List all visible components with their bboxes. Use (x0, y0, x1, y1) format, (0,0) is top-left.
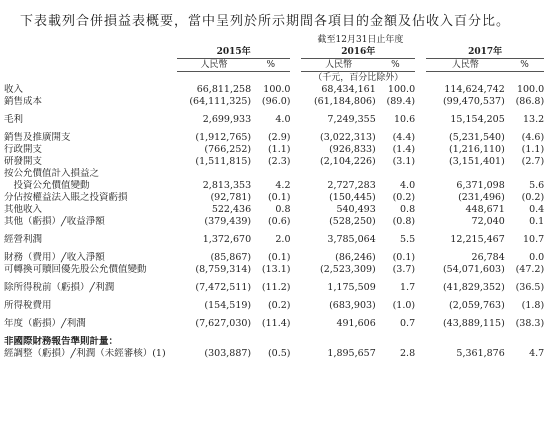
value-2017: (5,231,540) (449, 132, 505, 143)
percent-2015: (2.9) (267, 132, 291, 143)
table-row (4, 300, 553, 312)
percent-2016: 1.7 (400, 282, 416, 293)
value-2015: (64,111,325) (189, 96, 252, 107)
row-label: 研發開支 (4, 156, 43, 167)
currency-label: 人民幣 (426, 59, 505, 72)
table-row (4, 204, 553, 216)
row-label: 投資公允價值變動 (4, 180, 90, 191)
value-2016: 68,434,161 (321, 84, 376, 95)
percent-2016 (376, 336, 415, 348)
percent-2016: (0.8) (392, 216, 416, 227)
percent-2016: (3.7) (392, 264, 416, 275)
percent-2015: (0.6) (267, 216, 291, 227)
unit-note: （千元，百分比除外） (313, 73, 404, 83)
percent-2015: 2.0 (275, 234, 291, 245)
value-2016 (301, 336, 375, 348)
currency-header-row (4, 59, 553, 72)
value-2016: (683,903) (329, 300, 376, 311)
percent-2017: (0.2) (521, 192, 545, 203)
row-label: 經調整（虧損）╱利潤（未經審核）(1) (4, 348, 166, 359)
value-2015: 1,372,670 (202, 234, 252, 245)
row-label: 可轉換可贖回優先股公允價值變動 (4, 264, 147, 275)
unit-note-row (4, 72, 553, 85)
row-label: 按公允價值計入損益之 (4, 168, 100, 179)
value-2015: (1,912,765) (195, 132, 252, 143)
percent-2016: (89.4) (386, 96, 416, 107)
table-row (4, 84, 553, 96)
percent-2017 (505, 168, 544, 180)
table-row (4, 348, 553, 360)
percent-2016: 0.7 (400, 318, 416, 329)
currency-label: 人民幣 (177, 59, 251, 72)
value-2015: (8,759,314) (195, 264, 252, 275)
value-2016: 491,606 (336, 318, 376, 329)
value-2016: (926,833) (329, 144, 376, 155)
percent-2015: (1.1) (267, 144, 291, 155)
percent-2015 (251, 168, 290, 180)
percent-2015: (11.4) (261, 318, 291, 329)
percent-2016: 2.8 (400, 348, 416, 359)
value-2017: (2,059,763) (449, 300, 505, 311)
percent-2017: 13.2 (523, 114, 545, 125)
value-2017: (99,470,537) (442, 96, 505, 107)
percent-2017: 0.1 (529, 216, 545, 227)
row-label: 行政開支 (4, 144, 43, 155)
percent-2017: (1.8) (521, 300, 545, 311)
row-label: 其他（虧損）╱收益淨額 (4, 216, 105, 227)
period-header: 截至12月31日止年度 (317, 35, 404, 45)
value-2016: 540,493 (336, 204, 376, 215)
percent-2016: (1.0) (392, 300, 416, 311)
table-row (4, 264, 553, 276)
row-label: 經營利潤 (4, 234, 43, 245)
value-2015: (1,511,815) (195, 156, 252, 167)
percent-2015: (0.2) (267, 300, 291, 311)
value-2015: (766,252) (204, 144, 252, 155)
percent-2017: (47.2) (515, 264, 545, 275)
table-row (4, 132, 553, 144)
row-label: 除所得稅前（虧損）╱利潤 (4, 282, 115, 293)
row-label: 銷售成本 (4, 96, 43, 107)
value-2017: 15,154,205 (450, 114, 505, 125)
row-label: 收入 (4, 84, 24, 95)
value-2016: 1,895,657 (327, 348, 376, 359)
percent-label: % (251, 59, 290, 72)
percent-2015: 100.0 (263, 84, 291, 95)
intro-text: 下表載列合併損益表概要，當中呈列於所示期間各項目的金額及佔收入百分比。 (20, 14, 511, 29)
table-row (4, 168, 553, 180)
value-2016: (150,445) (329, 192, 376, 203)
percent-2016: (4.4) (392, 132, 416, 143)
percent-2017: 0.4 (529, 204, 545, 215)
percent-2015: (0.1) (267, 252, 291, 263)
period-header-row (4, 34, 553, 46)
year-2016: 2016年 (301, 46, 415, 59)
value-2016: 2,727,283 (327, 180, 376, 191)
value-2017: (54,071,603) (442, 264, 505, 275)
year-header-row (4, 46, 553, 59)
percent-2016: 4.0 (400, 180, 416, 191)
row-label: 銷售及推廣開支 (4, 132, 71, 143)
value-2017: 114,624,742 (444, 84, 505, 95)
value-2016: (2,523,309) (320, 264, 376, 275)
percent-2017: 4.7 (529, 348, 545, 359)
percent-2015: (96.0) (261, 96, 291, 107)
value-2017: (231,496) (458, 192, 505, 203)
percent-2016: 5.5 (400, 234, 416, 245)
value-2017: (41,829,352) (442, 282, 505, 293)
value-2017: (1,216,110) (449, 144, 505, 155)
row-label: 毛利 (4, 114, 24, 125)
value-2016: 3,785,064 (327, 234, 376, 245)
table-row (4, 192, 553, 204)
percent-2017: 5.6 (529, 180, 545, 191)
percent-2017: (1.1) (521, 144, 545, 155)
value-2015: 2,813,353 (202, 180, 252, 191)
row-label: 其他收入 (4, 204, 43, 215)
year-2015: 2015年 (177, 46, 291, 59)
table-row (4, 114, 553, 126)
row-label: 年度（虧損）╱利潤 (4, 318, 86, 329)
value-2015: 2,699,933 (202, 114, 252, 125)
value-2017: 12,215,467 (450, 234, 505, 245)
percent-2017 (505, 336, 544, 348)
row-label: 所得稅費用 (4, 300, 52, 311)
percent-2017: (2.7) (521, 156, 545, 167)
table-row (4, 252, 553, 264)
value-2016: 7,249,355 (327, 114, 376, 125)
year-2017: 2017年 (426, 46, 544, 59)
percent-2016: 0.8 (400, 204, 416, 215)
value-2015: (379,439) (204, 216, 252, 227)
value-2017 (426, 168, 505, 180)
value-2016: (86,246) (335, 252, 376, 263)
percent-2017: (36.5) (515, 282, 545, 293)
percent-2017: 0.0 (529, 252, 545, 263)
percent-2015 (251, 336, 290, 348)
percent-2015: (11.2) (261, 282, 291, 293)
value-2016: (528,250) (329, 216, 376, 227)
value-2015: (154,519) (204, 300, 252, 311)
value-2015: 66,811,258 (196, 84, 252, 95)
value-2015 (177, 168, 251, 180)
percent-2015: (0.5) (267, 348, 291, 359)
value-2016: 1,175,509 (327, 282, 376, 293)
value-2015: (7,472,511) (195, 282, 252, 293)
value-2015: (7,627,030) (195, 318, 252, 329)
percent-2016: (3.1) (392, 156, 416, 167)
percent-2015: (13.1) (261, 264, 291, 275)
value-2017: 26,784 (471, 252, 505, 263)
percent-label: % (376, 59, 415, 72)
value-2015: 522,436 (211, 204, 252, 215)
value-2016 (301, 168, 375, 180)
table-row (4, 156, 553, 168)
income-statement-table (4, 34, 553, 360)
percent-2016: 100.0 (387, 84, 416, 95)
value-2015 (177, 336, 251, 348)
percent-2017: 100.0 (516, 84, 545, 95)
percent-2016: (0.1) (392, 252, 416, 263)
percent-2015: 4.0 (275, 114, 291, 125)
value-2017: 5,361,876 (456, 348, 505, 359)
table-row (4, 216, 553, 228)
value-2017: 72,040 (471, 216, 505, 227)
value-2017: (3,151,401) (449, 156, 505, 167)
row-label: 財務（費用）╱收入淨額 (4, 252, 105, 263)
percent-2016: (0.2) (392, 192, 416, 203)
percent-2015: 0.8 (275, 204, 291, 215)
value-2015: (85,867) (210, 252, 252, 263)
row-label: 非國際財務報告準則計量： (4, 336, 119, 347)
percent-2017: (4.6) (521, 132, 545, 143)
percent-2016: (1.4) (392, 144, 416, 155)
value-2016: (2,104,226) (320, 156, 376, 167)
row-label: 分佔按權益法入賬之投資虧損 (4, 192, 128, 203)
value-2016: (61,184,806) (313, 96, 376, 107)
currency-label: 人民幣 (301, 59, 375, 72)
table-row (4, 318, 553, 330)
table-row (4, 144, 553, 156)
table-row (4, 180, 553, 192)
value-2016: (3,022,313) (320, 132, 376, 143)
percent-2017: (38.3) (515, 318, 545, 329)
value-2015: (92,781) (210, 192, 252, 203)
percent-2015: (2.3) (267, 156, 291, 167)
table-row (4, 234, 553, 246)
table-row (4, 96, 553, 108)
value-2017: 448,671 (465, 204, 505, 215)
value-2015: (303,887) (204, 348, 252, 359)
value-2017: 6,371,098 (456, 180, 505, 191)
table-row (4, 282, 553, 294)
table-row (4, 336, 553, 348)
percent-label: % (505, 59, 544, 72)
value-2017: (43,889,115) (442, 318, 505, 329)
percent-2015: 4.2 (275, 180, 291, 191)
percent-2016: 10.6 (393, 114, 416, 125)
percent-2016 (376, 168, 415, 180)
percent-2017: 10.7 (523, 234, 545, 245)
percent-2015: (0.1) (267, 192, 291, 203)
value-2017 (426, 336, 505, 348)
percent-2017: (86.8) (515, 96, 545, 107)
